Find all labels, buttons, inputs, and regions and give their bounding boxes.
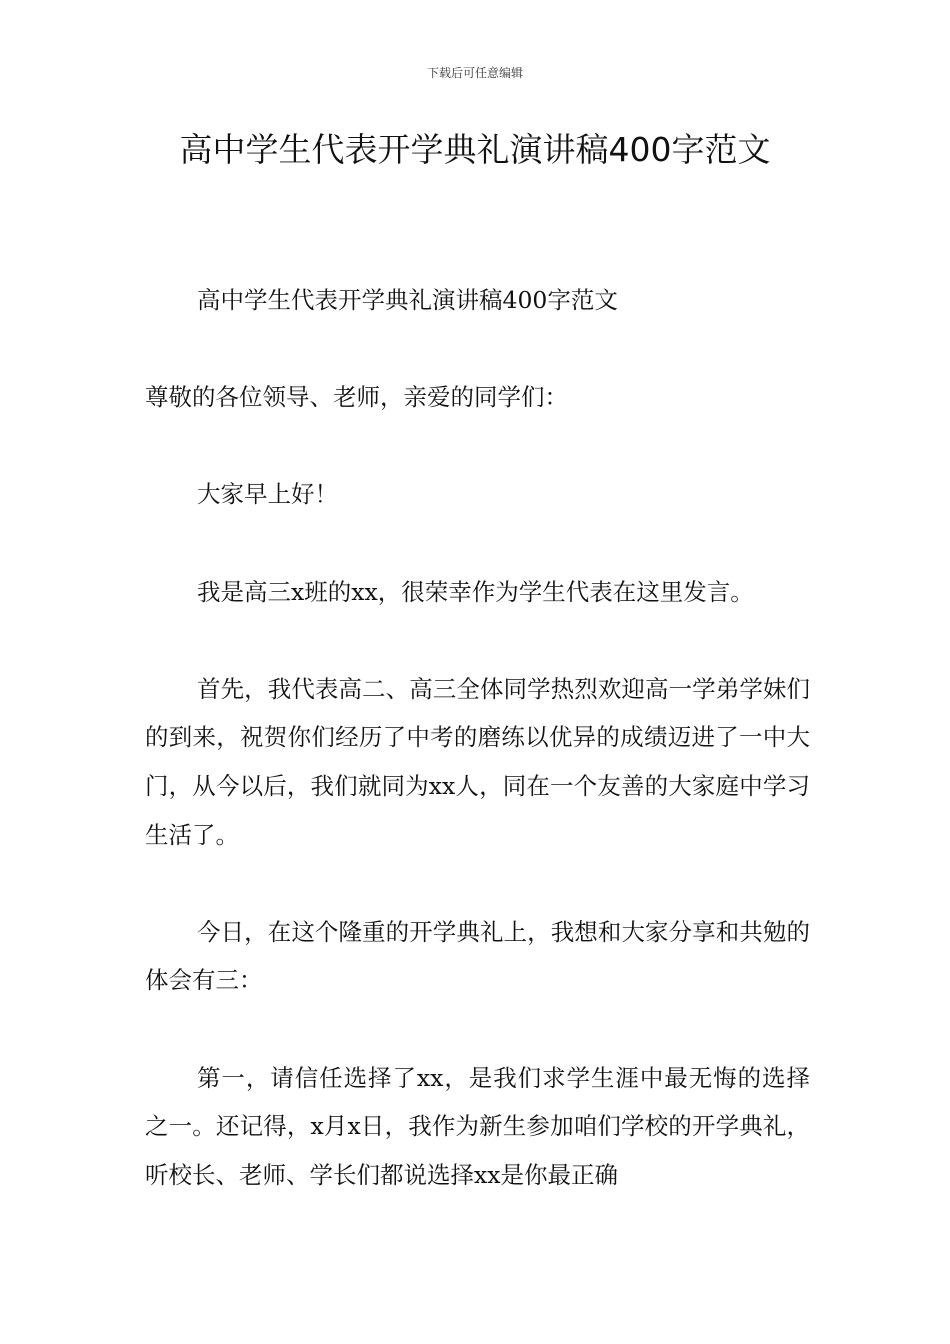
paragraph-first-point: 第一，请信任选择了xx，是我们求学生涯中最无悔的选择之一。还记得，x月x日，我作为新生参加咱们学校的开学典礼，听校长、老师、学长们都说选择xx是你最正确	[145, 1063, 810, 1189]
document-body	[145, 276, 810, 1248]
paragraph-welcome: 首先，我代表高二、高三全体同学热烈欢迎高一学弟学妹们的到来，祝贺你们经历了中考的磨练以优异的成绩迈进了一中大门，从今以后，我们就同为xx人，同在一个友善的大家庭中学习生活了。	[145, 674, 810, 849]
paragraph-introduction: 我是高三x班的xx，很荣幸作为学生代表在这里发言。	[197, 577, 754, 606]
paragraph-sharing: 今日，在这个隆重的开学典礼上，我想和大家分享和共勉的体会有三：	[145, 917, 810, 995]
document-title: 高中学生代表开学典礼演讲稿400字范文	[179, 130, 771, 169]
paragraph-subtitle: 高中学生代表开学典礼演讲稿400字范文	[197, 286, 618, 314]
paragraph-greeting: 大家早上好！	[197, 480, 338, 509]
paragraph-salutation: 尊敬的各位领导、老师，亲爱的同学们：	[145, 383, 568, 412]
header-note: 下载后可任意编辑	[426, 66, 523, 80]
